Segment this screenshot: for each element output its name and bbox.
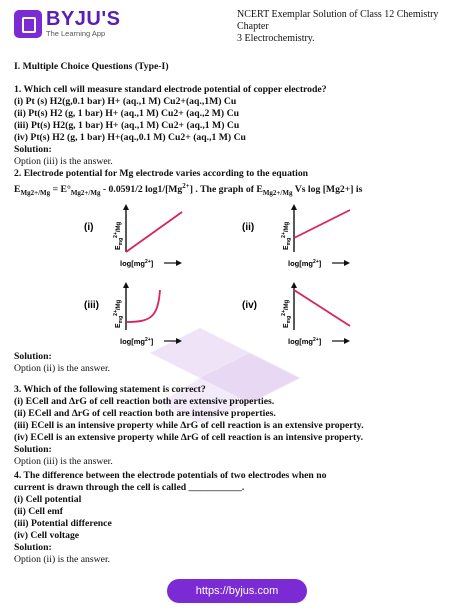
q4-question-line2: current is drawn through the cell is called ___________.	[14, 482, 245, 493]
graph-ii	[238, 200, 358, 272]
q4-answer: Option (ii) is the answer.	[14, 554, 111, 565]
graph-ii-y-axis-label: $E_{mg}^{2+}/Mg$	[281, 221, 292, 250]
q3-option-4: (iv) ECell is an extensive property while ∆rG of cell reaction is an intensive property.	[14, 432, 363, 443]
graph-iv-curve	[294, 290, 350, 326]
graph-i-curve	[126, 212, 182, 252]
q3-answer: Option (iii) is the answer.	[14, 456, 113, 467]
graph-iii-curve	[126, 290, 160, 322]
graph-iv	[238, 278, 358, 350]
q2-equation: $E_{Mg2+/Mg} = E^\circ_{Mg2+/Mg} - 0.0591/2$ $\log 1/[Mg^{2+}]$ . The graph of $E_{Mg2+/Mg}$ Vs log [Mg2+] is	[14, 182, 363, 198]
graph-iii-x-axis-label: $\log[mg^{2+}]$	[120, 337, 154, 346]
q4-option-2: (ii) Cell emf	[14, 506, 63, 517]
header-title-line2: 3 Electrochemistry.	[237, 33, 315, 44]
brand-tagline: The Learning App	[46, 29, 106, 38]
document-header	[237, 9, 469, 45]
q1-answer: Option (iii) is the answer.	[14, 156, 113, 167]
graph-ii-y-arrow-icon	[291, 204, 297, 210]
q4-question-line1: 4. The difference between the electrode potentials of two electrodes when no	[14, 470, 327, 481]
graph-ii-label: (ii)	[242, 222, 255, 233]
graph-iv-x-arrow-icon	[344, 338, 350, 344]
footer-url-link[interactable]: https://byjus.com	[167, 579, 307, 603]
graph-iv-label: (iv)	[242, 300, 257, 311]
graph-ii-x-arrow-icon	[344, 260, 350, 266]
byjus-logo-icon	[14, 10, 42, 38]
q4-option-4: (iv) Cell voltage	[14, 530, 80, 541]
q1-question: 1. Which cell will measure standard electrode potential of copper electrode?	[14, 84, 327, 95]
q1-option-3: (iii) Pt(s) H2(g, 1 bar) H+ (aq.,1 M) Cu2+ (aq.,1 M) Cu	[14, 120, 240, 131]
graph-i-y-arrow-icon	[123, 204, 129, 210]
q3-option-3: (iii) ECell is an intensive property while ∆rG of cell reaction is an extensive property.	[14, 420, 364, 431]
graph-iii-y-arrow-icon	[123, 282, 129, 288]
q1-solution-label: Solution:	[14, 144, 52, 155]
graph-i-x-arrow-icon	[176, 260, 182, 266]
graph-iii-label: (iii)	[84, 300, 99, 311]
header-title-line1: NCERT Exemplar Solution of Class 12 Chemistry Chapter	[237, 9, 439, 32]
graph-iv-y-arrow-icon	[291, 282, 297, 288]
graph-i-y-axis-label: $E_{mg}^{2+}/Mg$	[113, 221, 124, 250]
graph-iii-y-axis-label: $E_{mg}^{2+}/Mg$	[113, 299, 124, 328]
graph-iv-y-axis-label: $E_{mg}^{2+}/Mg$	[281, 299, 292, 328]
graph-i	[70, 200, 190, 272]
graph-ii-x-axis-label: $\log[mg^{2+}]$	[288, 259, 322, 268]
q3-option-2: (ii) ECell and ∆rG of cell reaction both are intensive properties.	[14, 408, 276, 419]
q3-option-1: (i) ECell and ∆rG of cell reaction both are extensive properties.	[14, 396, 275, 407]
q2-solution-label: Solution:	[14, 351, 52, 362]
graph-i-x-axis-label: $\log[mg^{2+}]$	[120, 259, 154, 268]
graph-iii-x-arrow-icon	[176, 338, 182, 344]
q3-solution-label: Solution:	[14, 444, 52, 455]
graph-i-label: (i)	[84, 222, 94, 233]
q3-question: 3. Which of the following statement is correct?	[14, 384, 206, 395]
q4-option-3: (iii) Potential difference	[14, 518, 112, 529]
q1-option-2: (ii) Pt(s) H2 (g, 1 bar) H+ (aq.,1 M) Cu2+ (aq.,2 M) Cu	[14, 108, 239, 119]
graph-ii-curve	[294, 210, 350, 238]
section-title: I. Multiple Choice Questions (Type-I)	[14, 61, 169, 72]
q2-answer: Option (ii) is the answer.	[14, 363, 111, 374]
graph-iii	[70, 278, 190, 350]
q1-option-4: (iv) Pt(s) H2 (g, 1 bar) H+(aq.,0.1 M) Cu2+ (aq.,1 M) Cu	[14, 132, 246, 143]
graph-iv-x-axis-label: $\log[mg^{2+}]$	[288, 337, 322, 346]
q2-question: 2. Electrode potential for Mg electrode varies according to the equation	[14, 168, 309, 179]
q4-solution-label: Solution:	[14, 542, 52, 553]
brand-name: BYJU'S	[46, 8, 121, 30]
q1-option-1: (i) Pt (s) H2(g,0.1 bar) H+ (aq.,1 M) Cu2+(aq.,1M) Cu	[14, 96, 237, 107]
q4-option-1: (i) Cell potential	[14, 494, 82, 505]
